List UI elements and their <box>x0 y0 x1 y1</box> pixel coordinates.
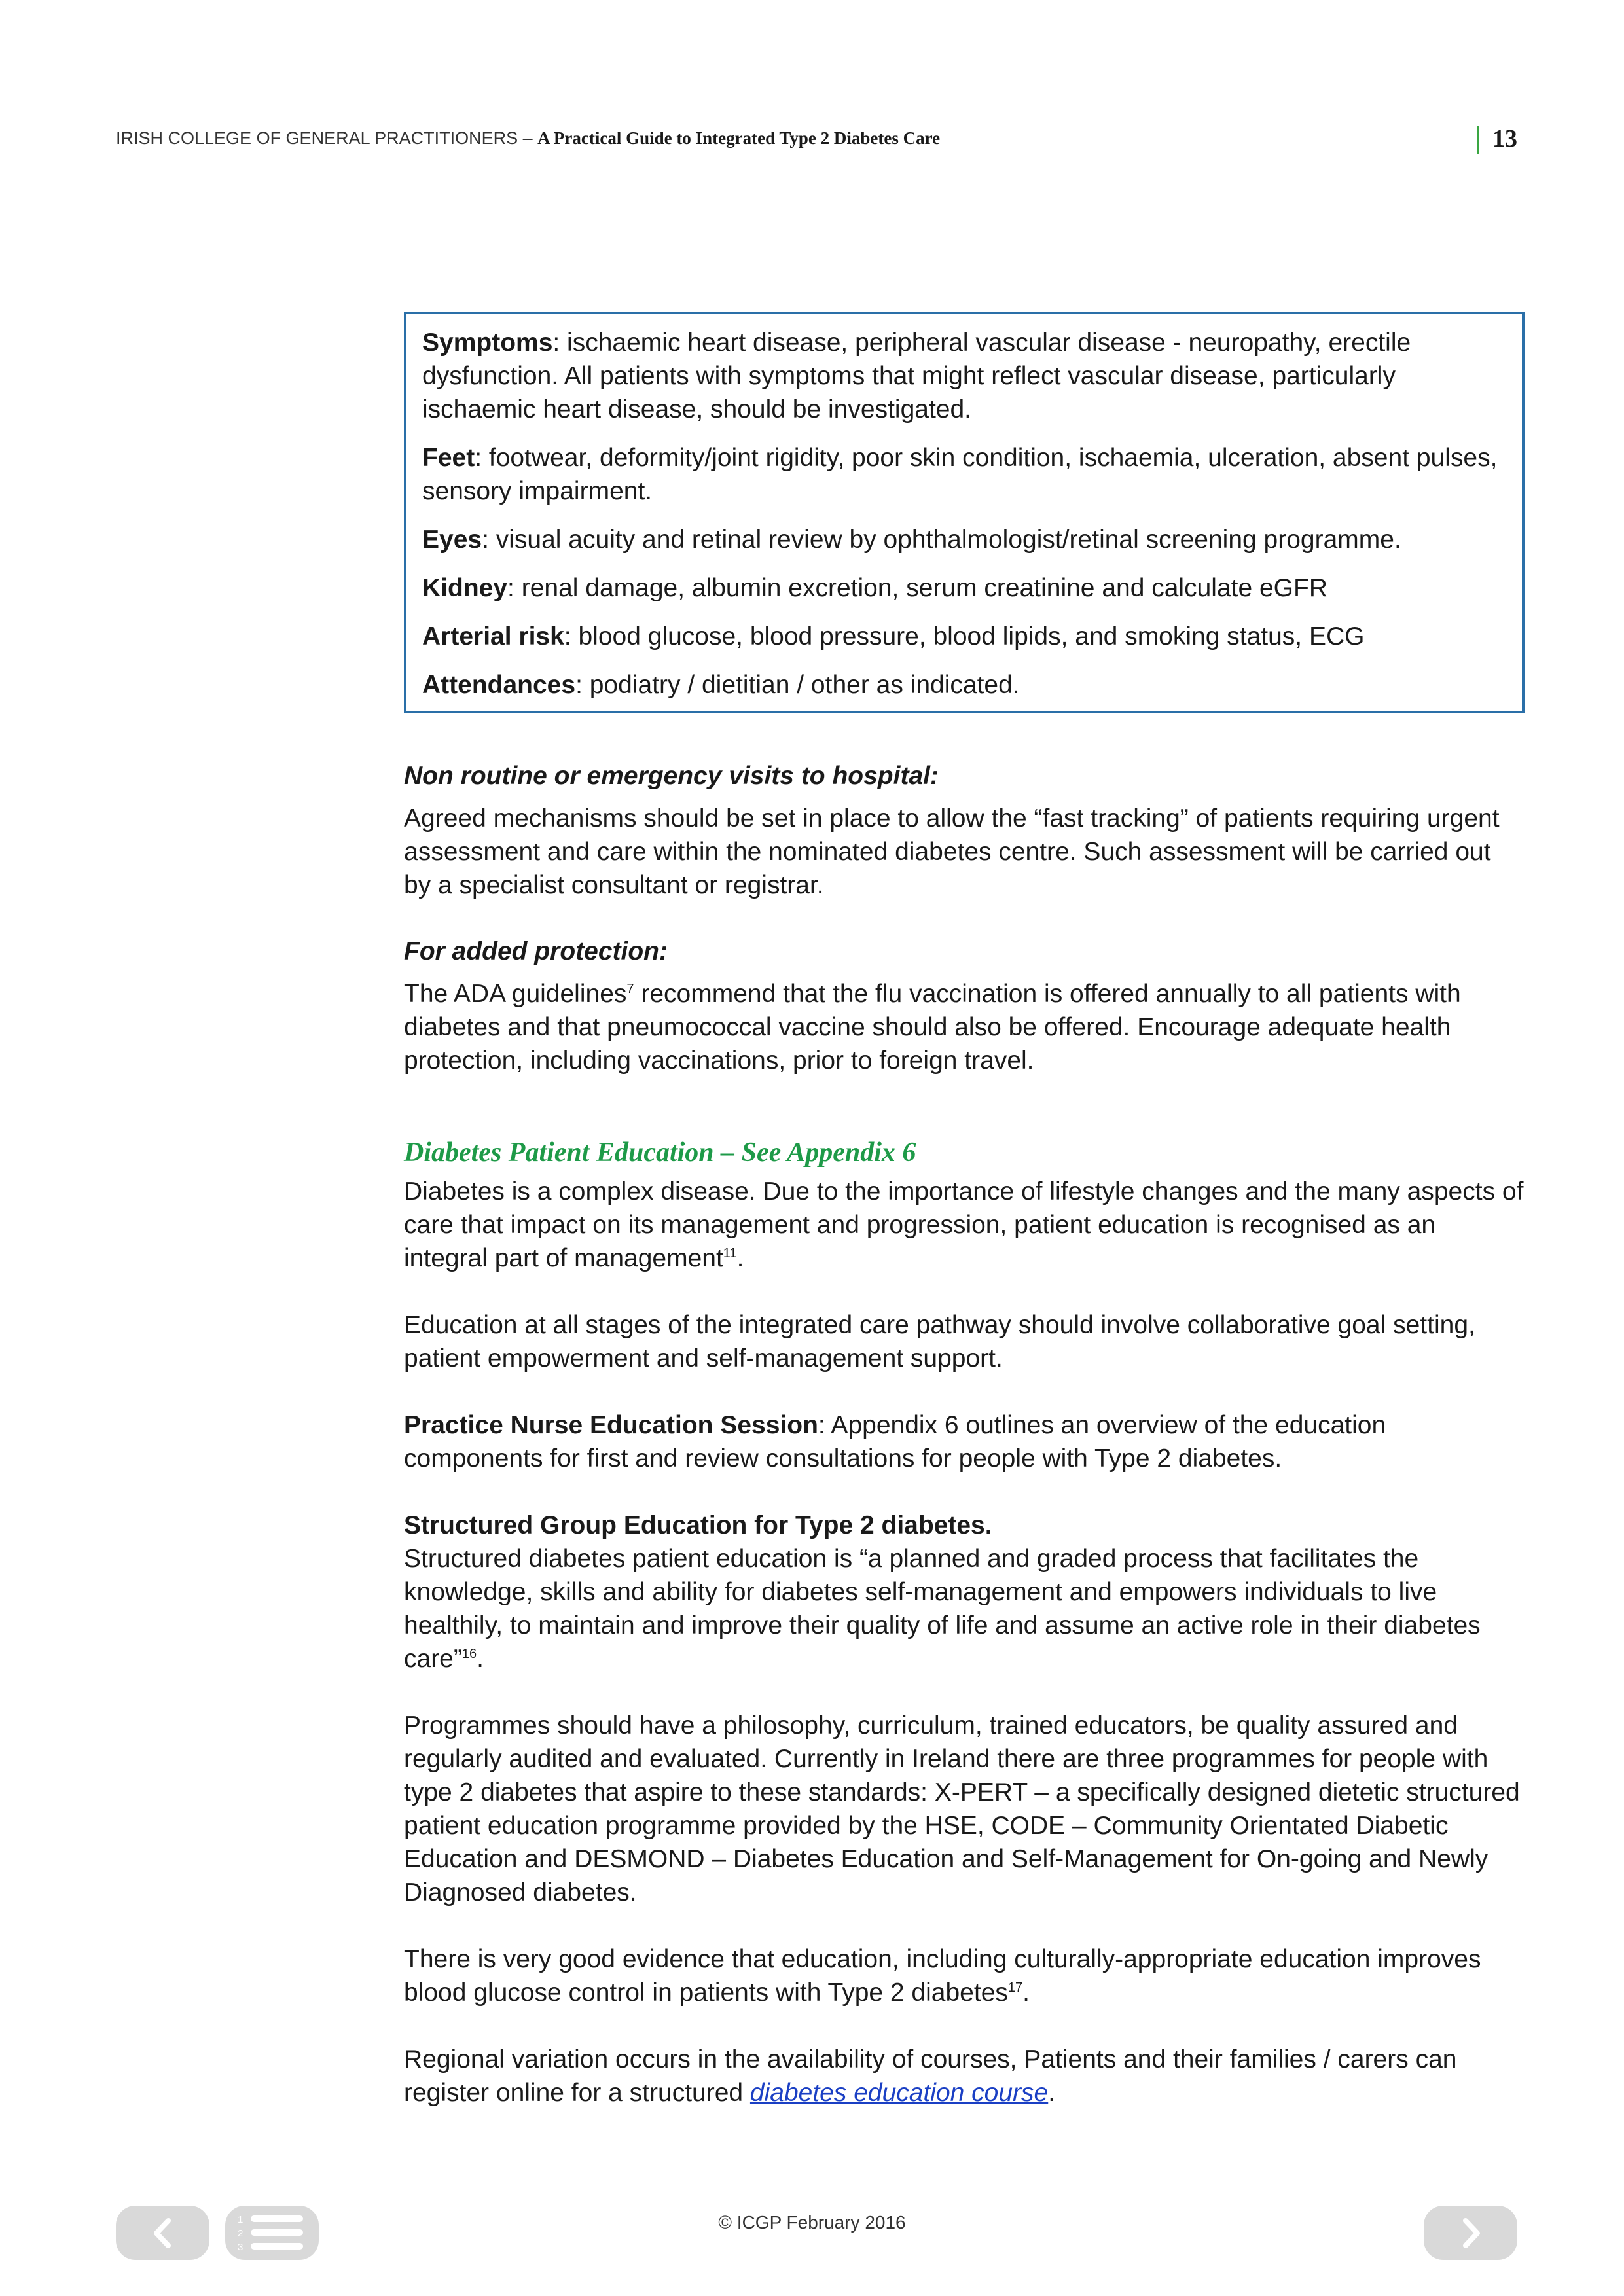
box-item-feet <box>422 441 1506 508</box>
box-item-label: Symptoms <box>422 329 553 357</box>
education-paragraph: Education at all stages of the integrated care pathway should involve collaborative goal setting, patient empowerment and self-management support. <box>404 1311 1475 1372</box>
reference-mark: 17 <box>1007 1981 1023 1995</box>
svg-text:2: 2 <box>237 2227 243 2239</box>
box-item-label: Arterial risk <box>422 622 564 651</box>
non-routine-body: Agreed mechanisms should be set in place to allow the “fast tracking” of patients requiring urgent assessment and care within the nominated diabetes centre. Such assessment will be carried out by a specialist consultant or registrar. <box>404 804 1500 899</box>
education-course-link[interactable]: diabetes education course <box>749 2079 1049 2107</box>
svg-text:3: 3 <box>237 2241 243 2253</box>
chevron-left-icon <box>150 2217 176 2250</box>
protection-body: The ADA guidelines$^7$ recommend that the flu vaccination is offered annually to all patients with diabetes and that pneumococcal vaccine should also be offered. Encourage adequate health protection, including vaccinations, prior to foreign travel. <box>404 980 1461 1075</box>
education-paragraph: Diabetes is a complex disease. Due to the importance of lifestyle changes and the many aspects of care that impact on its management and progression, patient education is recognised as an integral part of management$^{11}$. <box>404 1177 1524 1272</box>
page-number: 13 <box>1492 125 1517 152</box>
svg-text:1: 1 <box>237 2214 243 2225</box>
education-paragraph: Structured Group Education for Type 2 diabetes. Structured diabetes patient education is “a planned and graded process that facilitates the knowledge, skills and ability for diabetes self-management and empowers individuals to live healthily, to maintain and improve their quality of life and assume an active role in their diabetes care”$^{16}$. <box>404 1511 1481 1673</box>
box-item-attendances <box>422 668 1506 702</box>
header-divider <box>1477 126 1479 154</box>
education-paragraph: Practice Nurse Education Session: Appendix 6 outlines an overview of the education components for first and review consultations for people with Type 2 diabetes. <box>404 1411 1386 1473</box>
box-item-label: Feet <box>422 444 475 472</box>
numbered-list-icon <box>236 2212 308 2254</box>
section-title: Diabetes Patient Education – See Appendix 6 <box>404 1138 916 1168</box>
box-item-text: : footwear, deformity/joint rigidity, poor skin condition, ischaemia, ulceration, absent pulses, sensory impairment. <box>422 444 1498 505</box>
box-item-kidney <box>422 571 1506 605</box>
non-routine-heading: Non routine or emergency visits to hospital: <box>404 762 939 790</box>
education-paragraph: There is very good evidence that education, including culturally-appropriate education improves blood glucose control in patients with Type 2 diabetes$^{17}$. <box>404 1945 1481 2007</box>
previous-page-button[interactable] <box>116 2206 209 2260</box>
box-item-eyes <box>422 523 1506 556</box>
box-item-text: : renal damage, albumin excretion, serum creatinine and calculate eGFR <box>507 574 1328 602</box>
box-item-label: Attendances <box>422 671 576 699</box>
chevron-right-icon <box>1458 2217 1484 2250</box>
page-content <box>404 312 1525 2109</box>
education-paragraph: Regional variation occurs in the availability of courses, Patients and their families / carers can register online for a structured diabetes education course. <box>404 2045 1457 2107</box>
reference-mark: 11 <box>723 1246 737 1261</box>
protection-heading: For added protection: <box>404 937 668 965</box>
reference-mark: 7 <box>626 982 634 996</box>
box-item-symptoms <box>422 326 1506 426</box>
running-header <box>116 128 940 149</box>
contents-button[interactable] <box>225 2206 319 2260</box>
box-item-text: : ischaemic heart disease, peripheral vascular disease - neuropathy, erectile dysfunction. All patients with symptoms that might reflect vascular disease, particularly ischaemic heart disease, should be investigated. <box>422 329 1411 423</box>
header-org: IRISH COLLEGE OF GENERAL PRACTITIONERS – <box>116 128 533 148</box>
box-item-arterial-risk <box>422 620 1506 653</box>
box-item-label: Eyes <box>422 526 482 554</box>
review-checklist-box <box>404 312 1525 713</box>
box-item-text: : visual acuity and retinal review by ophthalmologist/retinal screening programme. <box>482 526 1401 554</box>
next-page-button[interactable] <box>1424 2206 1517 2260</box>
box-item-text: : blood glucose, blood pressure, blood lipids, and smoking status, ECG <box>564 622 1365 651</box>
reference-mark: 16 <box>461 1647 477 1661</box>
footer-copyright: © ICGP February 2016 <box>718 2212 906 2233</box>
header-guide-title: A Practical Guide to Integrated Type 2 Diabetes Care <box>537 128 941 148</box>
box-item-label: Kidney <box>422 574 508 602</box>
education-paragraph: Programmes should have a philosophy, curriculum, trained educators, be quality assured and regularly audited and evaluated. Currently in Ireland there are three programmes for people with type 2 diabetes that aspire to these standards: X-PERT – a specifically designed dietetic structured patient education programme provided by the HSE, CODE – Community Orientated Diabetic Education and DESMOND – Diabetes Education and Self-Management for On-going and Newly Diagnosed diabetes. <box>404 1712 1520 1907</box>
box-item-text: : podiatry / dietitian / other as indicated. <box>575 671 1020 699</box>
subsection-title: Structured Group Education for Type 2 diabetes. <box>404 1511 992 1539</box>
